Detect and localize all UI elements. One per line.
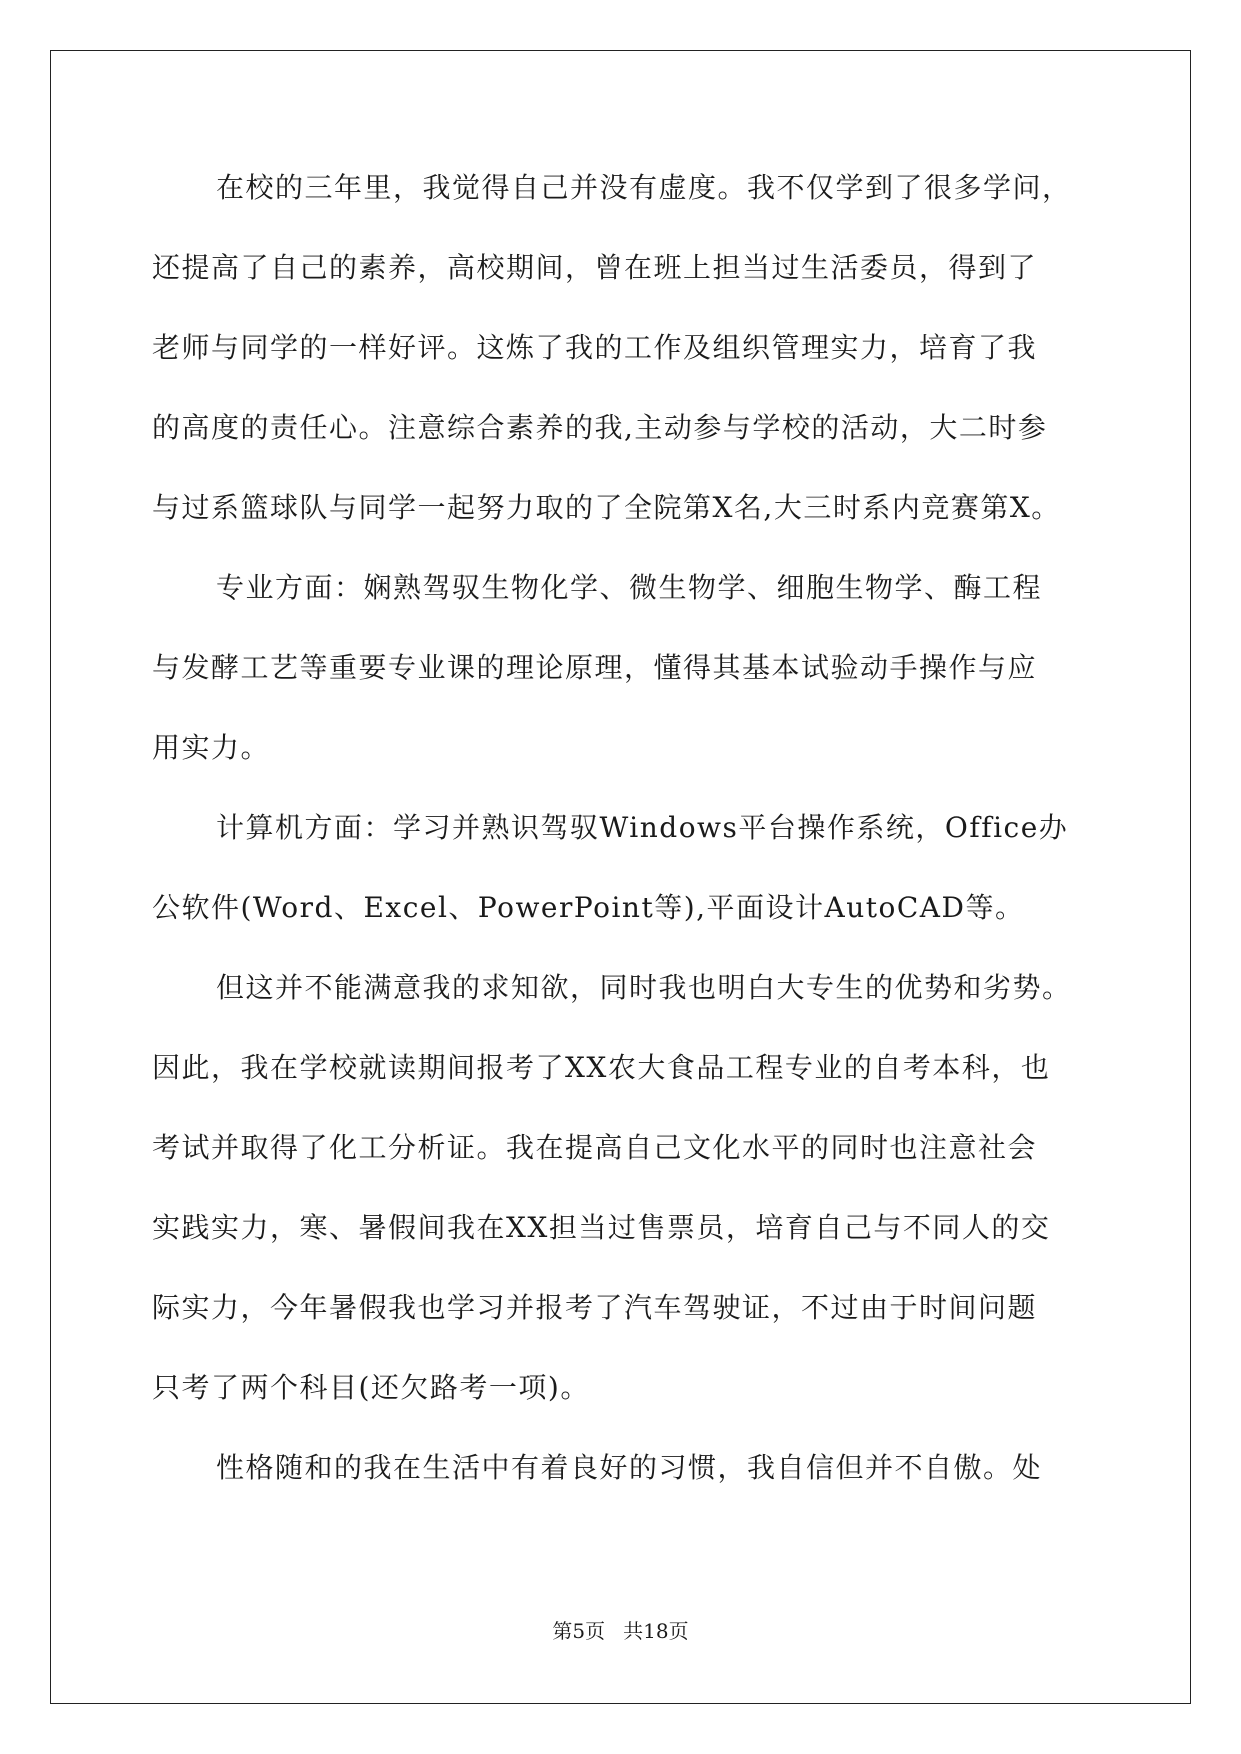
text-line-5: 与过系篮球队与同学一起努力取的了全院第X名,大三时系内竞赛第X。 <box>152 491 1061 524</box>
text-line-10: 公软件(Word、Excel、PowerPoint等),平面设计AutoCAD等。 <box>152 891 1025 924</box>
text-line-3: 老师与同学的一样好评。这炼了我的工作及组织管理实力，培育了我 <box>152 331 1038 364</box>
text-line-15: 际实力，今年暑假我也学习并报考了汽车驾驶证，不过由于时间问题 <box>152 1291 1038 1324</box>
text-line-11: 但这并不能满意我的求知欲，同时我也明白大专生的优势和劣势。 <box>216 971 1072 1004</box>
text-line-14: 实践实力，寒、暑假间我在XX担当过售票员，培育自己与不同人的交 <box>152 1211 1051 1244</box>
text-line-17: 性格随和的我在生活中有着良好的习惯，我自信但并不自傲。处 <box>216 1451 1043 1484</box>
text-line-9: 计算机方面：学习并熟识驾驭Windows平台操作系统，Office办 <box>216 811 1069 844</box>
text-line-13: 考试并取得了化工分析证。我在提高自己文化水平的同时也注意社会 <box>152 1131 1038 1164</box>
text-line-12: 因此，我在学校就读期间报考了XX农大食品工程专业的自考本科，也 <box>152 1051 1051 1084</box>
text-line-6: 专业方面：娴熟驾驭生物化学、微生物学、细胞生物学、酶工程 <box>216 571 1043 604</box>
text-line-4: 的高度的责任心。注意综合素养的我,主动参与学校的活动，大二时参 <box>152 411 1048 444</box>
text-line-16: 只考了两个科目(还欠路考一项)。 <box>152 1371 590 1404</box>
text-line-1: 在校的三年里，我觉得自己并没有虚度。我不仅学到了很多学问， <box>216 171 1072 204</box>
page-footer <box>0 1618 1241 1644</box>
text-line-7: 与发酵工艺等重要专业课的理论原理，懂得其基本试验动手操作与应 <box>152 651 1038 684</box>
text-line-8: 用实力。 <box>152 731 271 764</box>
text-line-2: 还提高了自己的素养，高校期间，曾在班上担当过生活委员，得到了 <box>152 251 1038 284</box>
page-total: 共18页 <box>623 1619 689 1643</box>
page-number: 第5页 <box>552 1619 606 1643</box>
